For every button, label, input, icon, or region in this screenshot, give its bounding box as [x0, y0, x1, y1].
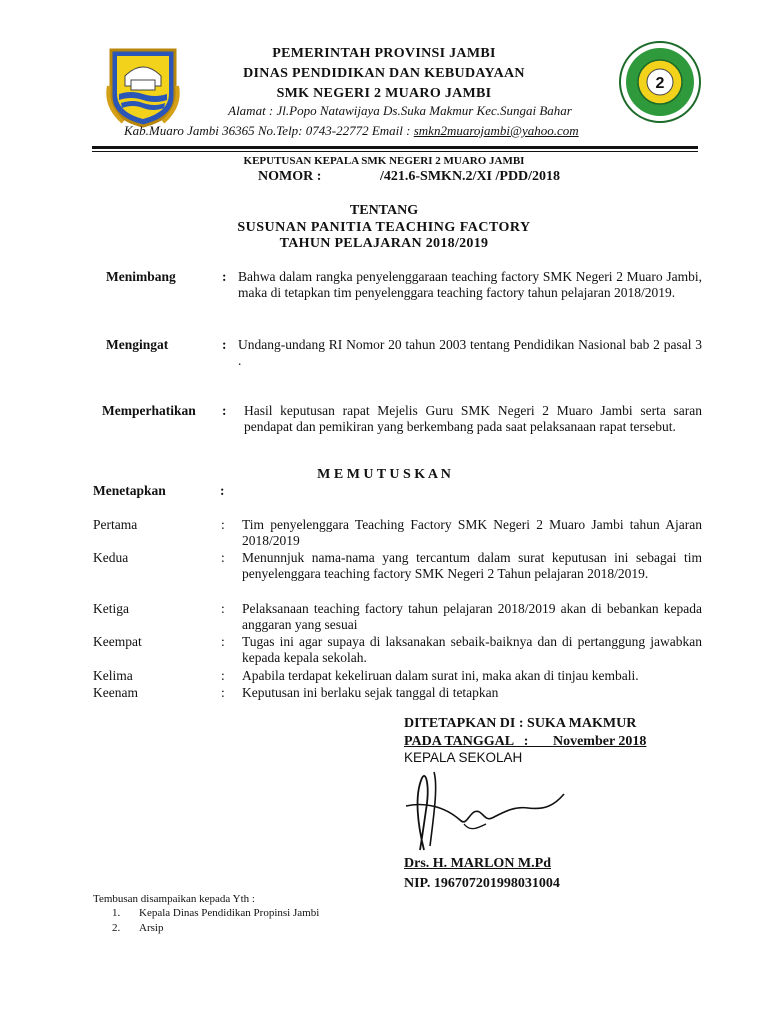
memperhatikan-colon: : [222, 403, 227, 418]
header-address-line2 [124, 123, 684, 139]
handwritten-signature [404, 766, 584, 858]
keempat-colon: : [221, 634, 225, 649]
cc-item: Kepala Dinas Pendidikan Propinsi Jambi [139, 907, 320, 919]
address-contact: Kab.Muaro Jambi 36365 No.Telp: 0743-22772 Email : [124, 123, 414, 138]
menimbang-label: Menimbang [106, 269, 176, 284]
email-link[interactable]: smkn2muarojambi@yahoo.com [413, 123, 579, 138]
memutuskan-heading: M E M U T U S K A N [317, 467, 451, 482]
header-divider-thin [92, 151, 698, 152]
mengingat-text: Undang-undang RI Nomor 20 tahun 2003 tentang Pendidikan Nasional bab 2 pasal 3 . [238, 337, 702, 368]
date-of-decree: PADA TANGGAL : November 2018 [404, 734, 647, 749]
decree-year: TAHUN PELAJARAN 2018/2019 [279, 236, 489, 251]
pertama-text: Tim penyelenggara Teaching Factory SMK Negeri 2 Muaro Jambi tahun Ajaran 2018/2019 [242, 517, 702, 548]
pertama-label: Pertama [93, 517, 138, 532]
keenam-colon: : [221, 685, 225, 700]
menetapkan-label: Menetapkan [93, 483, 166, 498]
decree-number: /421.6-SMKN.2/XI /PDD/2018 [380, 169, 561, 184]
signatory-role: KEPALA SEKOLAH [404, 750, 523, 765]
ketiga-label: Ketiga [93, 601, 129, 616]
header-school: SMK NEGERI 2 MUARO JAMBI [276, 86, 492, 101]
signatory-nip: NIP. 196707201998031004 [404, 876, 560, 891]
keempat-text: Tugas ini agar supaya di laksanakan sebaik-baiknya dan di pertanggung jawabkan kepada kepala sekolah. [242, 634, 702, 665]
mengingat-colon: : [222, 337, 227, 352]
keempat-label: Keempat [93, 634, 142, 649]
signatory-name: Drs. H. MARLON M.Pd [404, 856, 551, 871]
memperhatikan-label: Memperhatikan [102, 403, 196, 418]
pertama-colon: : [221, 517, 225, 532]
decree-subject: SUSUNAN PANITIA TEACHING FACTORY [237, 220, 531, 235]
kelima-text: Apabila terdapat kekeliruan dalam surat ini, maka akan di tinjau kembali. [242, 668, 639, 683]
decree-number-label: NOMOR : [258, 169, 322, 184]
decree-title: KEPUTUSAN KEPALA SMK NEGERI 2 MUARO JAMBI [243, 155, 525, 167]
header-department: DINAS PENDIDIKAN DAN KEBUDAYAAN [243, 66, 525, 81]
menimbang-text: Bahwa dalam rangka penyelenggaraan teaching factory SMK Negeri 2 Muaro Jambi, maka di tetapkan tim penyelenggara teaching factory tahun pelajaran 2018/2019. [238, 269, 702, 300]
kelima-colon: : [221, 668, 225, 683]
ketiga-colon: : [221, 601, 225, 616]
header-address-line1: Alamat : Jl.Popo Natawijaya Ds.Suka Makmur Kec.Sungai Bahar [228, 103, 572, 118]
menetapkan-colon: : [220, 483, 225, 498]
kedua-text: Menunnjuk nama-nama yang tercantum dalam surat keputusan ini sebagai tim penyelenggara teaching factory SMK Negeri 2 Tahun pelajaran 2018/2019. [242, 550, 702, 581]
cc-item: Arsip [139, 922, 164, 934]
mengingat-label: Mengingat [106, 337, 169, 352]
header-government: PEMERINTAH PROVINSI JAMBI [272, 46, 496, 61]
place-of-decree: DITETAPKAN DI : SUKA MAKMUR [404, 716, 637, 731]
keenam-label: Keenam [93, 685, 138, 700]
cc-item-number: 2. [112, 922, 121, 934]
cc-item-number: 1. [112, 907, 121, 919]
tentang-label: TENTANG [349, 203, 419, 218]
kelima-label: Kelima [93, 668, 133, 683]
school-logo-number: 2 [655, 75, 665, 92]
menimbang-colon: : [222, 269, 227, 284]
cc-title: Tembusan disampaikan kepada Yth : [93, 893, 255, 905]
kedua-colon: : [221, 550, 225, 565]
kedua-label: Kedua [93, 550, 129, 565]
keenam-text: Keputusan ini berlaku sejak tanggal di tetapkan [242, 685, 499, 700]
ketiga-text: Pelaksanaan teaching factory tahun pelajaran 2018/2019 akan di bebankan kepada anggaran yang sesuai [242, 601, 702, 632]
memperhatikan-text: Hasil keputusan rapat Mejelis Guru SMK Negeri 2 Muaro Jambi serta saran pendapat dan pemikiran yang berkembang pada saat pelaksanaan rapat tersebut. [244, 403, 702, 434]
header-divider [92, 146, 698, 149]
